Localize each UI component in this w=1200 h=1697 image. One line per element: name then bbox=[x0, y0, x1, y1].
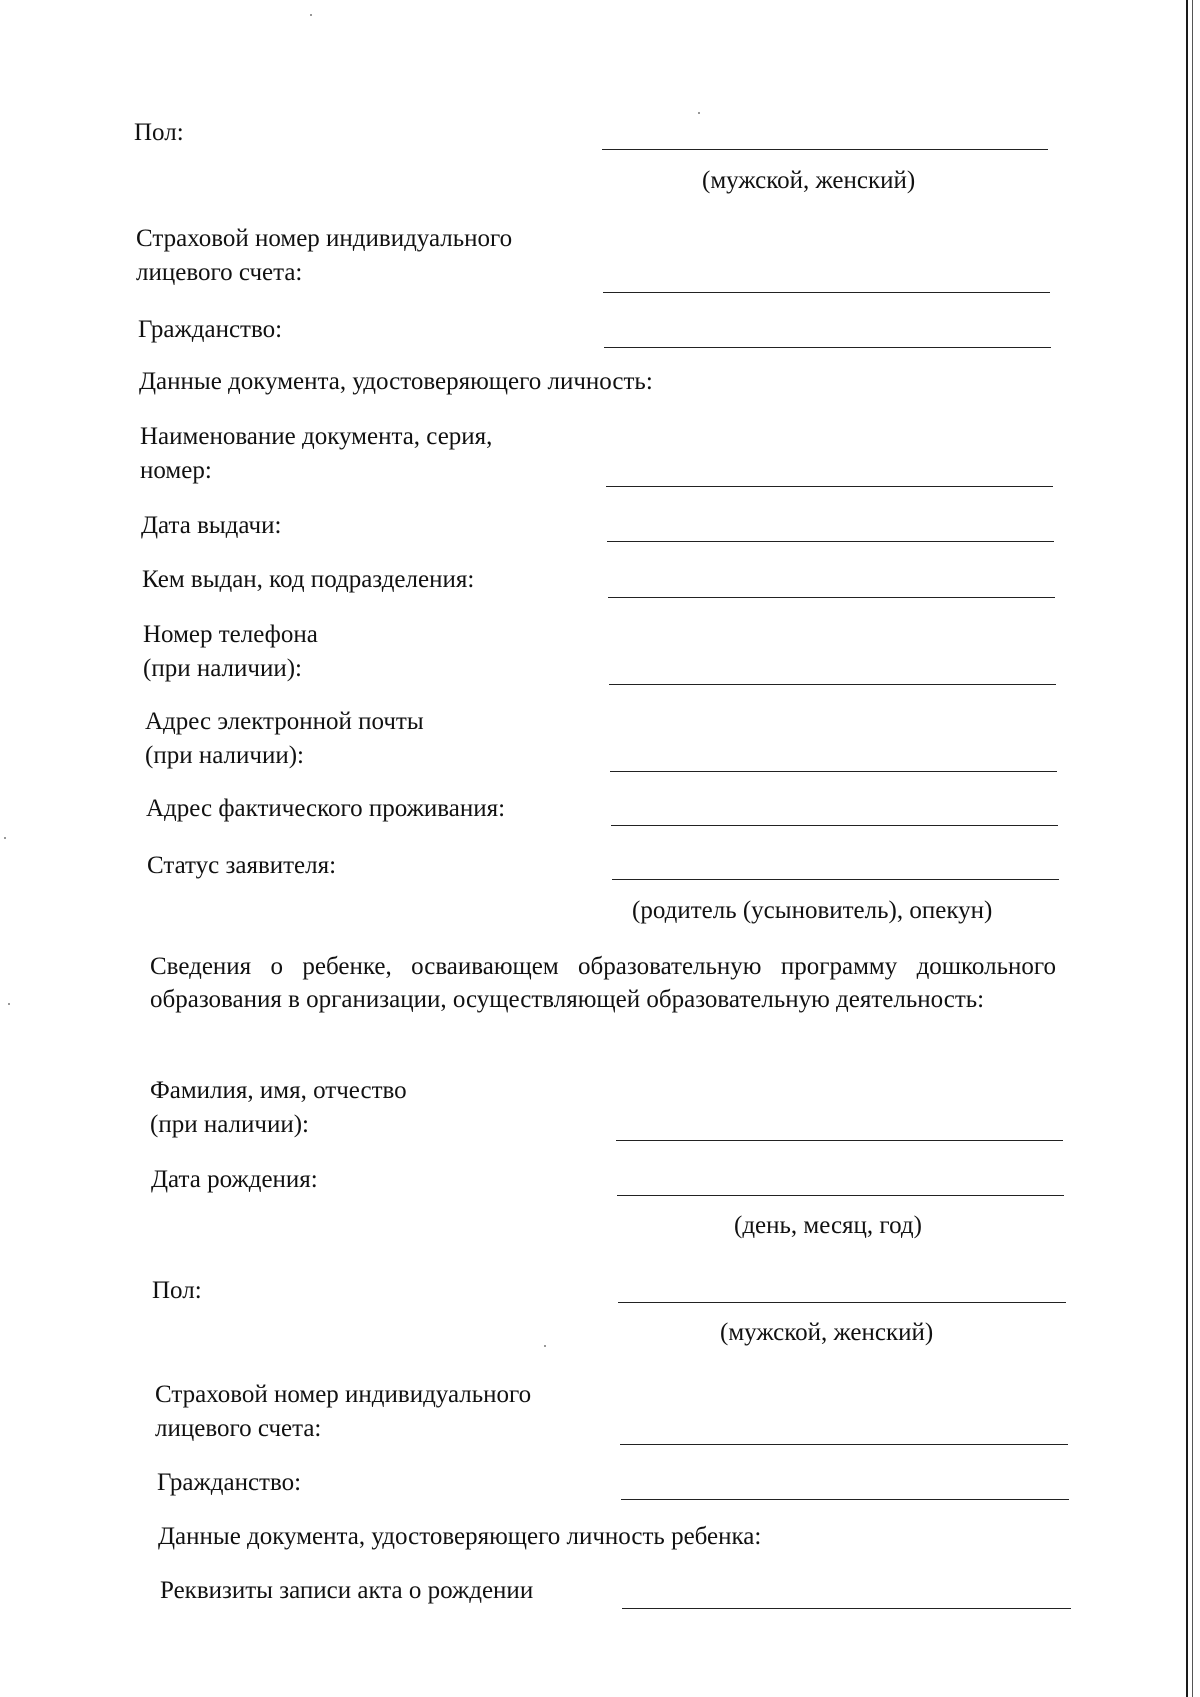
child-birth-record-field-line[interactable] bbox=[622, 1608, 1071, 1609]
snils-label-line2: лицевого счета: bbox=[136, 259, 303, 286]
issue-date-field-line[interactable] bbox=[607, 541, 1054, 542]
doc-name-label-line2: номер: bbox=[140, 457, 212, 484]
child-gender-hint: (мужской, женский) bbox=[720, 1319, 934, 1346]
child-birth-date-label: Дата рождения: bbox=[151, 1166, 318, 1193]
snils-label-line1: Страховой номер индивидуального bbox=[136, 225, 513, 252]
child-birth-date-field-line[interactable] bbox=[617, 1195, 1064, 1196]
child-gender-label: Пол: bbox=[152, 1277, 202, 1304]
page-edge-line bbox=[1186, 0, 1188, 1697]
phone-field-line[interactable] bbox=[609, 684, 1056, 685]
child-citizenship-field-line[interactable] bbox=[621, 1499, 1069, 1500]
citizenship-label: Гражданство: bbox=[138, 316, 283, 343]
child-citizenship-label: Гражданство: bbox=[157, 1469, 302, 1496]
child-fio-label-line1: Фамилия, имя, отчество bbox=[150, 1077, 407, 1104]
citizenship-field-line[interactable] bbox=[604, 347, 1051, 348]
child-fio-label-line2: (при наличии): bbox=[150, 1111, 309, 1138]
gender-hint: (мужской, женский) bbox=[702, 167, 916, 194]
issued-by-label: Кем выдан, код подразделения: bbox=[142, 566, 475, 593]
child-snils-label-line1: Страховой номер индивидуального bbox=[155, 1381, 532, 1408]
status-hint: (родитель (усыновитель), опекун) bbox=[632, 897, 993, 924]
identity-doc-heading: Данные документа, удостоверяющего личность: bbox=[139, 368, 653, 395]
email-label-line1: Адрес электронной почты bbox=[145, 708, 424, 735]
phone-label-line1: Номер телефона bbox=[143, 621, 318, 648]
child-snils-label-line2: лицевого счета: bbox=[155, 1415, 322, 1442]
email-label-line2: (при наличии): bbox=[145, 742, 304, 769]
child-fio-field-line[interactable] bbox=[616, 1140, 1063, 1141]
doc-name-label-line1: Наименование документа, серия, bbox=[140, 423, 493, 450]
email-field-line[interactable] bbox=[610, 771, 1057, 772]
snils-field-line[interactable] bbox=[603, 292, 1050, 293]
gender-label: Пол: bbox=[134, 119, 184, 146]
scan-speck bbox=[698, 112, 700, 114]
scan-speck bbox=[8, 1003, 10, 1005]
page-edge-line-inner bbox=[1192, 0, 1193, 1697]
child-section-intro: Сведения о ребенке, осваивающем образовательную программу дошкольного образования в организации, осуществляющей образовательную деятельность: bbox=[150, 953, 1056, 1013]
status-field-line[interactable] bbox=[612, 879, 1059, 880]
issued-by-field-line[interactable] bbox=[608, 597, 1055, 598]
child-identity-doc-heading: Данные документа, удостоверяющего личность ребенка: bbox=[158, 1523, 762, 1550]
doc-name-field-line[interactable] bbox=[606, 486, 1053, 487]
address-field-line[interactable] bbox=[611, 825, 1058, 826]
scan-speck bbox=[544, 1345, 546, 1347]
child-birth-date-hint: (день, месяц, год) bbox=[734, 1212, 922, 1239]
child-snils-field-line[interactable] bbox=[620, 1444, 1068, 1445]
address-label: Адрес фактического проживания: bbox=[146, 795, 506, 822]
status-label: Статус заявителя: bbox=[147, 852, 337, 879]
child-gender-field-line[interactable] bbox=[618, 1302, 1066, 1303]
scan-speck bbox=[4, 837, 6, 839]
phone-label-line2: (при наличии): bbox=[143, 655, 302, 682]
child-birth-record-label: Реквизиты записи акта о рождении bbox=[160, 1577, 534, 1604]
issue-date-label: Дата выдачи: bbox=[141, 512, 282, 539]
gender-field-line[interactable] bbox=[602, 149, 1048, 150]
scan-speck bbox=[310, 14, 312, 16]
